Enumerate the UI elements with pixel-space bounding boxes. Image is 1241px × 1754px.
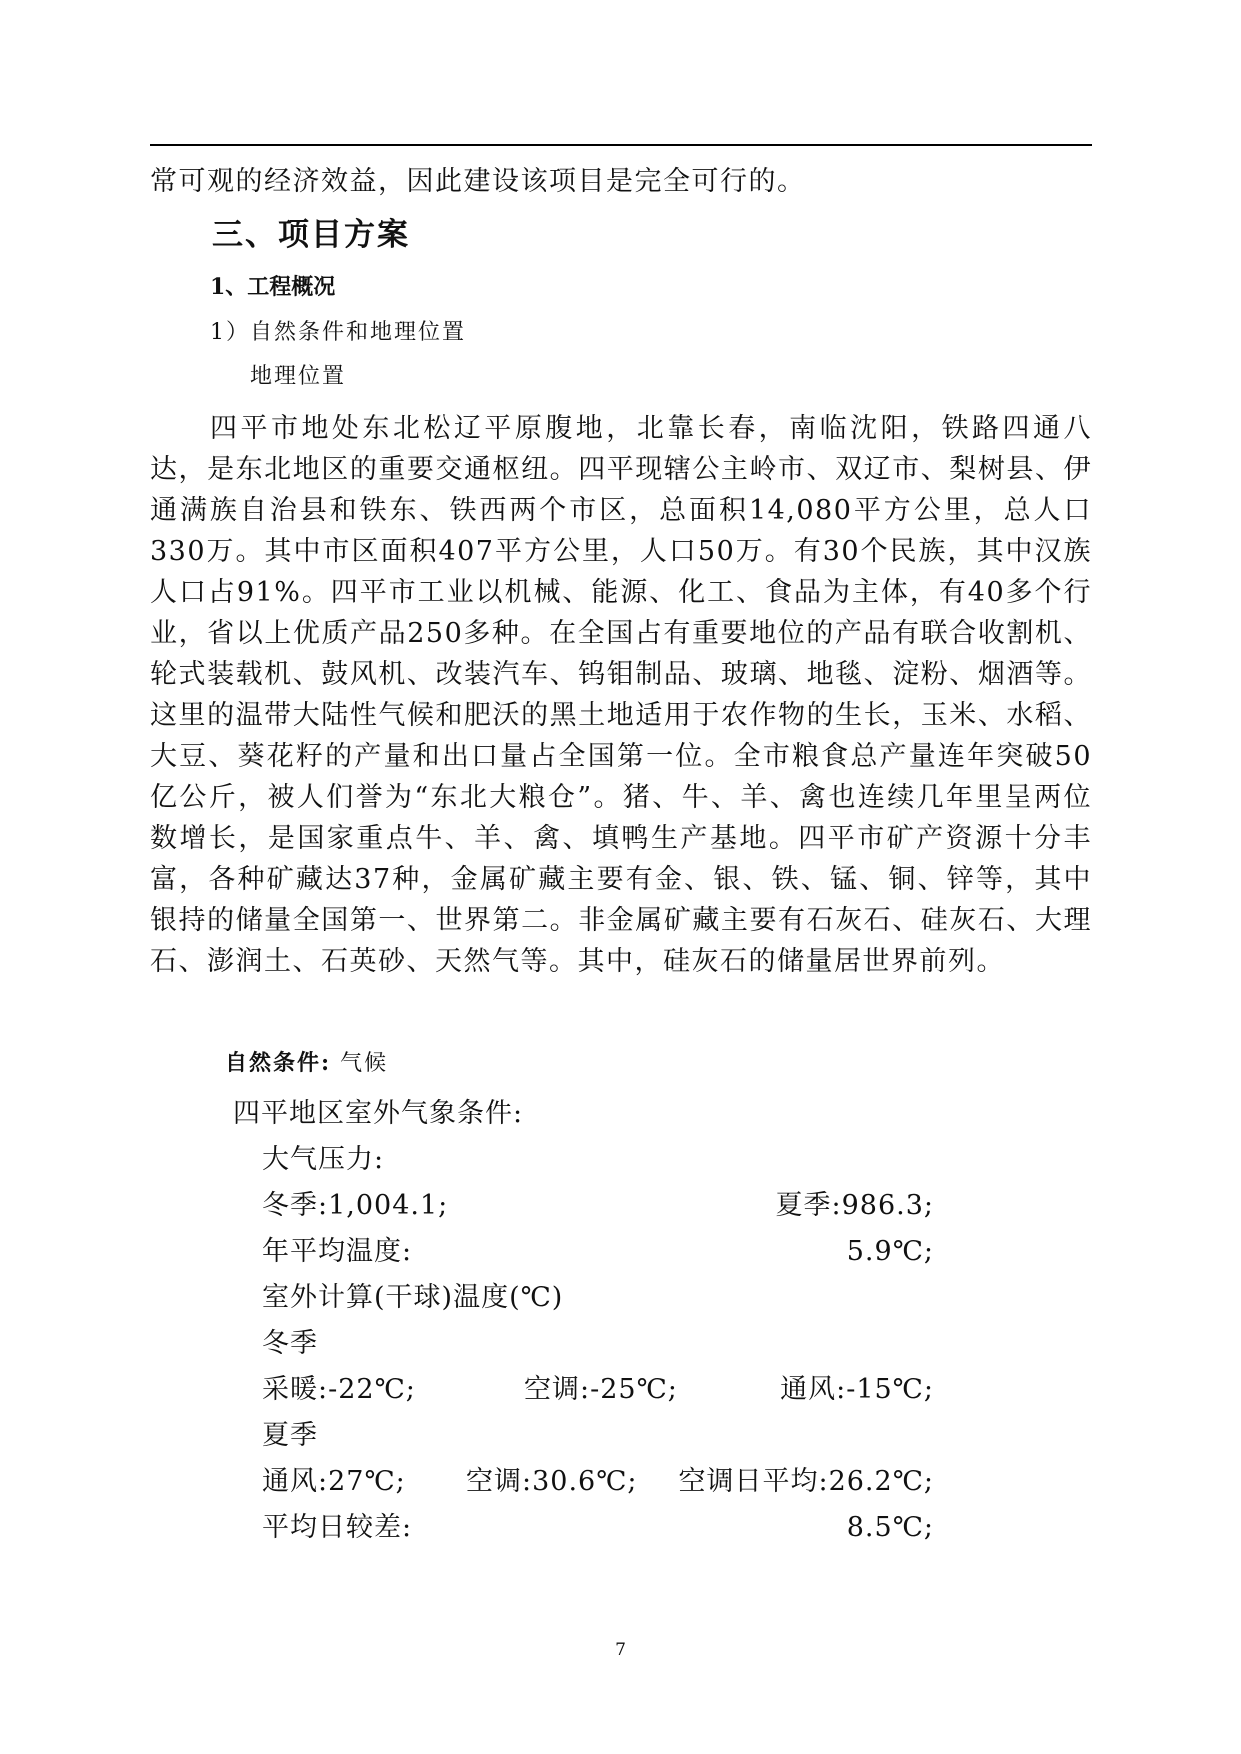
ac-daily-avg-temp: 空调日平均:26.2℃; [678,1466,934,1497]
pressure-label: 大气压力: [262,1144,385,1175]
subsubsection-title: 1）自然条件和地理位置 [210,320,466,345]
header-rule [150,144,1092,146]
vent-summer-temp: 通风:27℃; [262,1466,406,1497]
annual-temp-label: 年平均温度: [262,1236,413,1267]
natural-conditions-label: 自然条件: [225,1050,332,1076]
outdoor-calc-label: 室外计算(干球)温度(℃) [262,1282,564,1313]
winter-pressure: 冬季:1,004.1; [262,1190,449,1221]
weather-title: 四平地区室外气象条件: [233,1098,524,1129]
summer-label: 夏季 [262,1420,318,1451]
subsection-title: 1、工程概况 [210,274,336,300]
heating-temp: 采暖:-22℃; [262,1374,416,1405]
ac-winter-temp: 空调:-25℃; [524,1374,678,1405]
natural-conditions-value: 气候 [340,1051,389,1076]
daily-range-label: 平均日较差: [262,1512,413,1543]
annual-temp-value: 5.9℃; [846,1236,934,1267]
summer-pressure: 夏季:986.3; [775,1190,934,1221]
geo-paragraph: 四平市地处东北松辽平原腹地，北靠长春，南临沈阳，铁路四通八达，是东北地区的重要交通枢纽。四平现辖公主岭市、双辽市、梨树县、伊通满族自治县和铁东、铁西两个市区，总面积14,080平方公里，总人口330万。其中市区面积407平方公里，人口50万。有30个民族，其中汉族人口占91%。四平市工业以机械、能源、化工、食品为主体，有40多个行业，省以上优质产品250多种。在全国占有重要地位的产品有联合收割机、轮式装载机、鼓风机、改装汽车、钨钼制品、玻璃、地毯、淀粉、烟酒等。这里的温带大陆性气候和肥沃的黑土地适用于农作物的生长，玉米、水稻、大豆、葵花籽的产量和出口量占全国第一位。全市粮食总产量连年突破50亿公斤，被人们誉为“东北大粮仓”。猪、牛、羊、禽也连续几年里呈两位数增长，是国家重点牛、羊、禽、填鸭生产基地。四平市矿产资源十分丰富，各种矿藏达37种，金属矿藏主要有金、银、铁、锰、铜、锌等，其中银持的储量全国第一、世界第二。非金属矿藏主要有石灰石、硅灰石、大理石、澎润土、石英砂、天然气等。其中，硅灰石的储量居世界前列。 [150,413,1092,977]
daily-range-value: 8.5℃; [846,1512,934,1543]
vent-winter-temp: 通风:-15℃; [780,1374,934,1405]
winter-label: 冬季 [262,1328,318,1359]
page-number: 7 [615,1640,626,1660]
section-title: 三、项目方案 [212,217,410,253]
ac-summer-temp: 空调:30.6℃; [466,1466,638,1497]
geo-label: 地理位置 [250,364,347,389]
continuation-text: 常可观的经济效益，因此建设该项目是完全可行的。 [150,166,806,197]
